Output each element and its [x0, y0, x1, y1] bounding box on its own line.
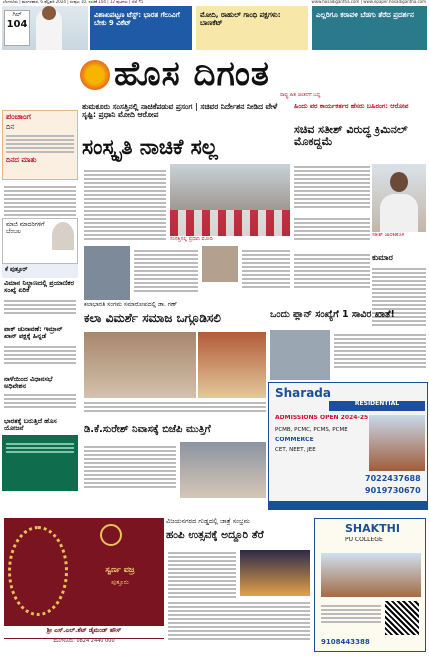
mid-left-photo-2 — [198, 332, 266, 398]
mid-right-text — [334, 332, 426, 370]
shakthi-brand: SHAKTHI — [345, 523, 400, 535]
shakthi-building — [321, 553, 421, 597]
promo-player-photo — [2, 6, 88, 50]
sharada-brand: Sharada — [275, 387, 331, 400]
masthead — [80, 52, 429, 100]
lead-photo-caption: ಸಂಸತ್ತಿನಲ್ಲಿ ಪ್ರಧಾನಿ ಮೋದಿ — [170, 237, 213, 242]
lead-small-photo — [84, 246, 130, 300]
sharada-building — [369, 415, 425, 471]
promo-score-badge — [4, 10, 30, 46]
panchanga-lines — [3, 131, 77, 157]
left-promo-lines — [2, 435, 78, 461]
promo-teaser-1[interactable]: ವಿಶಾಖಪಟ್ಟಣ ಟೆಸ್ಟ್: ಭಾರತ ಗೆಲುವಿಗೆ ಬೇಕು 9 ವಿಕೆಟ್ — [90, 6, 192, 50]
left-snippet-photo — [52, 222, 74, 250]
sharada-ad[interactable] — [268, 382, 428, 510]
mid-bottom-photo — [180, 442, 266, 498]
left-column — [0, 100, 80, 498]
left-brief-3: ನಾಳೆಯಿಂದ ವಿಧಾನಸಭೆ ಅಧಿವೇಶನ — [4, 376, 53, 391]
mid-bottom-text — [84, 444, 176, 490]
left-promo-box — [2, 435, 78, 491]
sharada-phone-2: 9019730670 — [365, 487, 421, 495]
top-info-left: ಬೆಂಗಳೂರು | ಮಂಗಳವಾರ, 6 ಫೆಬ್ರವರಿ 2024 | ಸಂಪುಟ 10, ಸಂಚಿಕೆ 104 | 12 ಪುಟಗಳು | ಬೆಲೆ ₹5 — [3, 0, 144, 4]
lead-kicker: ತುಮಕೂರು ಸಂಸತ್ತಿನಲ್ಲಿ ನಾಚಿಕೆಪಡುವ ಪ್ರಸಂಗ | ಸಚಿವರ ನಿರ್ದೇಶನ ನೀಡಿದ ವೇಳೆ ಸೃಷ್ಟಿ: ಪ್ರಧಾನಿ ಮೋದಿ ಆರೋಪ — [82, 103, 278, 120]
right-portrait-head — [390, 172, 408, 192]
left-snippet-card — [2, 218, 78, 264]
panchanga-box — [2, 110, 78, 180]
promo-score-value: 104 — [6, 19, 28, 30]
right-body-text-2 — [294, 216, 370, 242]
right-portrait-body — [380, 194, 418, 232]
mid-right-photo — [270, 330, 330, 380]
bottom-story-headline: ಹಂಪಿ ಉತ್ಸವಕ್ಕೆ ಅದ್ದೂರಿ ತೆರೆ — [166, 530, 264, 541]
jewellery-necklace — [8, 526, 68, 616]
left-snippet-2-box — [2, 264, 78, 278]
jewellery-footer: ಶ್ರೀ ಎಸ್.ಎಲ್.ಶೆಟ್ ಡೈಮಂಡ್ ಹೌಸ್ — [4, 626, 164, 638]
right-side-title: ಕುಮಾರ — [372, 254, 393, 262]
bottom-story-photo — [240, 550, 310, 596]
bottom-story-kicker: ವಿಜಯನಗರದ ಗುಡ್ಡದಲ್ಲಿ ಜಾತ್ರೆ ಸಂಭ್ರಮ — [166, 518, 250, 525]
sharada-line3: COMMERCE — [275, 437, 314, 443]
mid-bottom-headline: ಡಿ.ಕೆ.ಸುರೇಶ್ ನಿವಾಸಕ್ಕೆ ಬಿಜೆಪಿ ಮುತ್ತಿಗೆ — [84, 424, 211, 435]
shakthi-text — [321, 603, 381, 625]
masthead-sun-logo — [80, 60, 110, 90]
mid-left-headline: ಕಲಾ ವಿಮರ್ಶೆ ಸಮಾಜ ಒಗ್ಗೂಡಿಸಲಿ — [84, 312, 221, 325]
panchanga-title: ಪಂಚಾಂಗ — [6, 112, 31, 121]
shakthi-sub: PU COLLEGE — [345, 537, 383, 543]
mid-right-headline: ಒಂದು ಪ್ಲಾನ್ ಸಂಖ್ಯೆಗೆ 1 ಸಾವಿರ ಖಾತೆ! — [270, 310, 395, 320]
left-brief-1: ವಿಮಾನ ನಿಲ್ದಾಣದಲ್ಲಿ ಪ್ರಯಾಣಿಕರ ಸಂಖ್ಯೆ ಏರಿಕೆ — [4, 280, 74, 295]
sharada-line2: PCMB, PCMC, PCMS, PCME — [275, 427, 348, 433]
left-text-block-1 — [4, 184, 76, 218]
masthead-title: ಹೊಸ ದಿಗಂತ — [114, 54, 270, 94]
right-lead-headline: ಸಚಿವ ಸತೀಶ್ ವಿರುದ್ಧ ಕ್ರಿಮಿನಲ್ ಮೊಕದ್ದಮೆ — [294, 124, 408, 149]
left-text-block-3 — [4, 344, 76, 366]
right-body-text — [294, 164, 370, 210]
promo-score-label: ಗಿಲ್ — [12, 11, 22, 18]
lead-photo — [170, 164, 290, 236]
jewellery-phone: ಮಂಗಳೂರು: 0824 2440 000 — [4, 639, 164, 652]
jewellery-line1: ಸ್ವರ್ಣ ವಜ್ರ — [105, 566, 135, 574]
jewellery-ad[interactable] — [4, 518, 164, 652]
left-snippet-1: ಮಾಜಿ ಮಾದರಿಗಳಿಗೆ ಬೆಂಬಲ — [6, 221, 45, 235]
promo-teaser-2[interactable]: ಮೋದಿ, ರಾಹುಲ್ ಗಾಂಧಿ ಪಕ್ಷಗಳು: ಬಾಣಕೆಟ್ — [196, 6, 308, 50]
dina-label: ದಿನ — [6, 122, 15, 131]
promo-teaser-3[interactable]: ಎಲ್ಲರಿಗೂ ಕರಾವಳಿ ಬೆಡಗು ತೆರೆದ ಪ್ರದರ್ಶನ — [312, 6, 427, 50]
lead-photo-crowd — [170, 210, 290, 236]
right-portrait — [372, 164, 426, 232]
lead-small-photo-2 — [202, 246, 238, 282]
sharada-footer-bar — [269, 501, 428, 509]
left-brief-4: ಭಾರತಕ್ಕೆ ಬರುತ್ತಿದೆ ಹೊಸ ಯೋಜನೆ — [4, 418, 57, 433]
player-head — [42, 6, 56, 20]
sharada-line1: ADMISSIONS OPEN 2024-25 — [275, 415, 369, 421]
shakthi-ad[interactable] — [314, 518, 426, 652]
nudi-title: ದಿನದ ಮಾತು — [6, 156, 37, 165]
top-info-right: www.hosadigantha.com | www.epaper.hosadigantha.com — [311, 0, 426, 4]
left-snippet-2: ಕೆ ಪುತ್ತೂರ್ — [5, 266, 28, 273]
lead-body-text — [84, 168, 166, 242]
sharada-phone-1: 7022437688 — [365, 475, 421, 483]
jewellery-ad-logo — [100, 524, 122, 546]
left-text-block-4 — [4, 392, 76, 410]
left-brief-2: ಪಾಕ್ ಚುನಾವಣೆ: ಇಮ್ರಾನ್ ಖಾನ್ ಪಕ್ಷಕ್ಕೆ ಹಿನ್ನಡೆ — [4, 326, 63, 341]
jewellery-line2: ಪುತ್ತೂರು — [111, 580, 129, 586]
promo-strip — [0, 6, 429, 50]
left-text-block-2 — [4, 298, 76, 316]
right-body-text-3 — [294, 252, 370, 290]
sharada-line4: CET, NEET, JEE — [275, 447, 316, 453]
mid-left-kicker: ಕಲಾಭಾರತಿ ಸಂಗಮ ಸಮಾರೋಪದಲ್ಲಿ ಡಾ. ಗಣ್ — [84, 302, 178, 308]
sharada-sub: RESIDENTIAL — [329, 401, 425, 411]
bottom-story-text-2 — [168, 600, 310, 642]
lead-small-text-1 — [134, 248, 198, 294]
right-portrait-caption: ಸತೀಶ್ ಜಾರಕಿಹೊಳಿ — [372, 233, 405, 238]
bottom-story-text — [168, 550, 236, 600]
shakthi-qr-code — [385, 601, 419, 635]
shakthi-phone: 9108443388 — [321, 639, 370, 646]
lead-small-text-2 — [242, 248, 290, 290]
right-lead-kicker: ಹಿಂದು ಪರ ಕಾರ್ಯಕರ್ತರ ಹೆಸರು ಬಹಿರಂಗ: ಆರೋಪ — [294, 103, 409, 110]
lead-headline: ಸಂಸ್ಕೃತಿ ನಾಚಿಕೆ ಸಲ್ಲ — [82, 136, 218, 159]
mid-left-text — [84, 400, 266, 414]
masthead-tagline: ರಾಷ್ಟ್ರ ಹಿತ ಚಿಂತನೆಗೆ ಬದ್ಧ — [280, 93, 321, 98]
mid-left-photo-1 — [84, 332, 196, 398]
